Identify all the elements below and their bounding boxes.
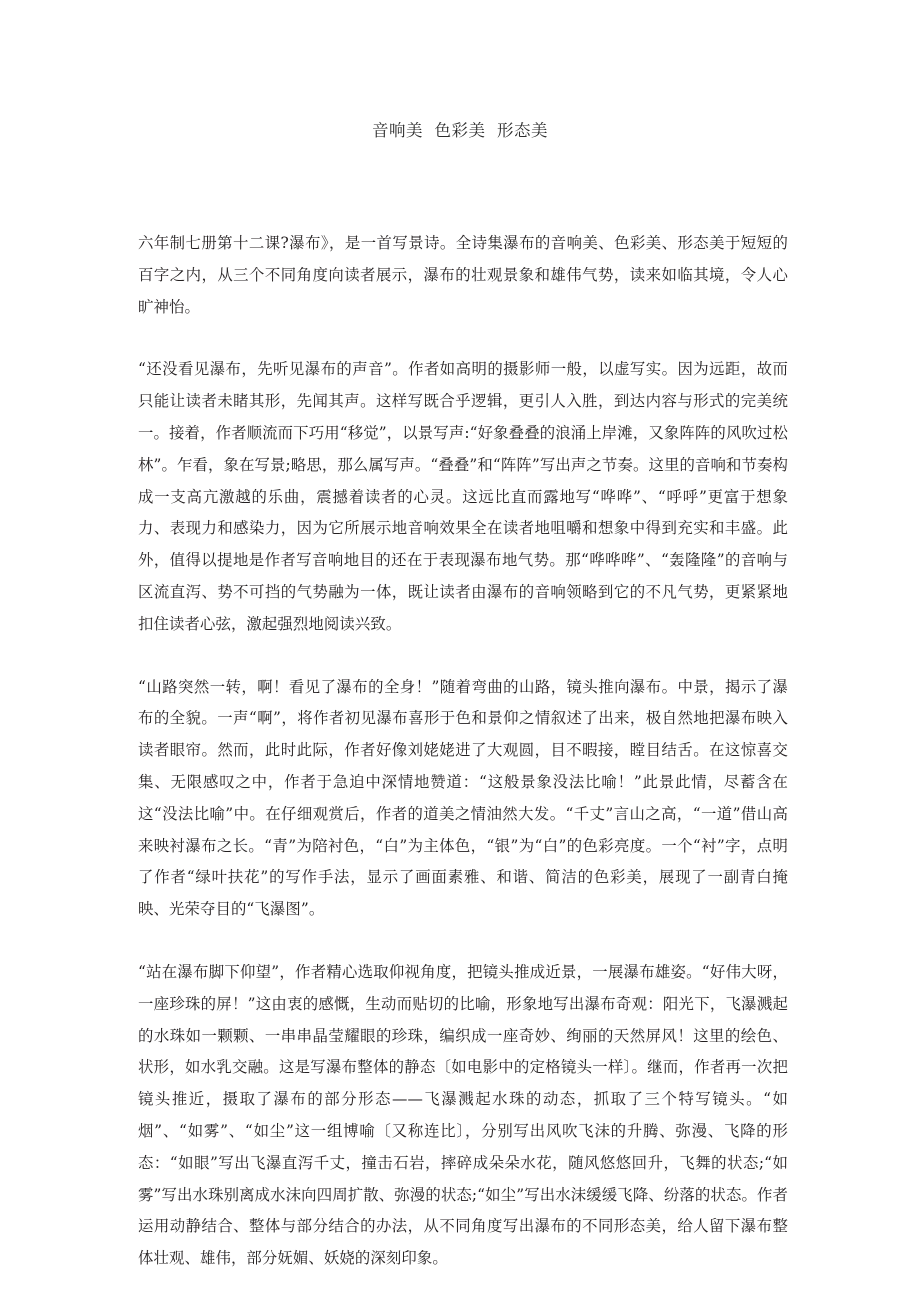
document-body (138, 228, 788, 1275)
paragraph-4: “站在瀑布脚下仰望”，作者精心选取仰视角度，把镜头推成近景，一展瀑布雄姿。“好伟大呀，一座珍珠的屏！”这由衷的感慨，生动而贴切的比喻，形象地写出瀑布奇观：阳光下，飞瀑溅起的水珠如一颗颗、一串串晶莹耀眼的珍珠，编织成一座奇妙、绚丽的天然屏风！这里的绘色、状形，如水乳交融。这是写瀑布整体的静态〔如电影中的定格镜头一样〕。继而，作者再一次把镜头推近，摄取了瀑布的部分形态——飞瀑溅起水珠的动态，抓取了三个特写镜头。“如烟”、“如雾”、“如尘”这一组博喻〔又称连比〕，分别写出风吹飞沫的升腾、弥漫、飞降的形态：“如眼”写出飞瀑直泻千丈，撞击石岩，摔碎成朵朵水花，随风悠悠回升，飞舞的状态;“如雾”写出水珠别离成水沫向四周扩散、弥漫的状态;“如尘”写出水沫缓缓飞降、纷落的状态。作者运用动静结合、整体与部分结合的办法，从不同角度写出瀑布的不同形态美，给人留下瀑布整体壮观、雄伟，部分妩媚、妖娆的深刻印象。 (138, 962, 788, 1268)
page-title: 音响美 色彩美 形态美 (372, 121, 548, 141)
paragraph-3: “山路突然一转，啊！看见了瀑布的全身！”随着弯曲的山路，镜头推向瀑布。中景，揭示了瀑布的全貌。一声“啊”，将作者初见瀑布喜形于色和景仰之情叙述了出来，极自然地把瀑布映入读者眼帘。然而，此时此际，作者好像刘姥姥进了大观圆，目不暇接，瞠目结舌。在这惊喜交集、无限感叹之中，作者于急迫中深情地赞道：“这般景象没法比喻！”此景此情，尽蓄含在这“没法比喻”中。在仔细观赏后，作者的道美之情油然大发。“千丈”言山之高，“一道”借山高来映衬瀑布之长。“青”为陪衬色，“白”为主体色，“银”为“白”的色彩亮度。一个“衬”字，点明了作者“绿叶扶花”的写作手法，显示了画面素雅、和谐、简洁的色彩美，展现了一副青白掩映、光荣夺目的“飞瀑图”。 (138, 677, 788, 919)
paragraph-1: 六年制七册第十二课?瀑布》，是一首写景诗。全诗集瀑布的音响美、色彩美、形态美于短短的百字之内，从三个不同角度向读者展示，瀑布的壮观景象和雄伟气势，读来如临其境，令人心旷神怡。 (138, 234, 788, 316)
paragraph-2: “还没看见瀑布，先听见瀑布的声音”。作者如高明的摄影师一般，以虚写实。因为远距，故而只能让读者未睹其形，先闻其声。这样写既合乎逻辑，更引人入胜，到达内容与形式的完美统一。接着，作者顺流而下巧用“移觉”，以景写声:“好象叠叠的浪涌上岸滩，又象阵阵的风吹过松林”。乍看，象在写景;略思，那么属写声。“叠叠”和“阵阵”写出声之节奏。这里的音响和节奏构成一支高亢激越的乐曲，震撼着读者的心灵。这远比直而露地写“哗哗”、“呼呼”更富于想象力、表现力和感染力，因为它所展示地音响效果全在读者地咀嚼和想象中得到充实和丰盛。此外，值得以提地是作者写音响地目的还在于表现瀑布地气势。那“哗哗哗”、“轰隆隆”的音响与区流直泻、势不可挡的气势融为一体，既让读者由瀑布的音响领略到它的不凡气势，更紧紧地扣住读者心弦，激起强烈地阅读兴致。 (138, 360, 788, 633)
